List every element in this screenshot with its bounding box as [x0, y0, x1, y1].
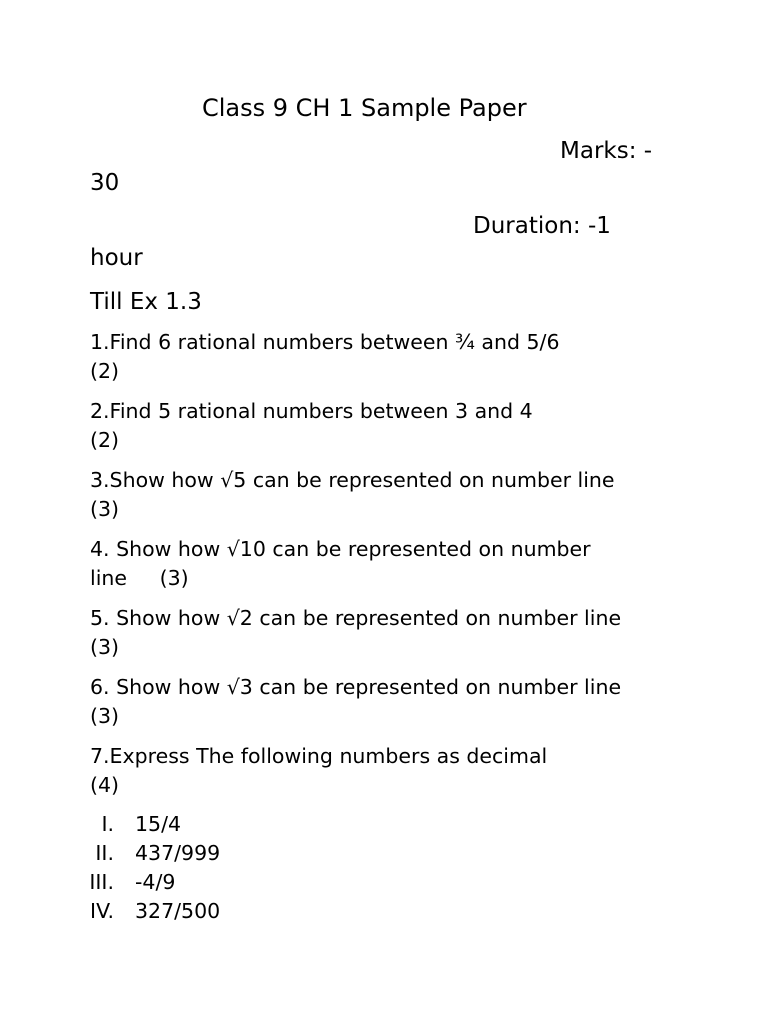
question-item: 5. Show how √2 can be represented on number line (3)	[90, 606, 622, 659]
sub-list-item	[82, 897, 221, 926]
decimal-sub-list	[82, 810, 221, 926]
question-list	[90, 328, 690, 811]
marks-label: Marks: -	[560, 138, 653, 164]
duration-label: Duration: -1	[473, 213, 611, 239]
roman-numeral: I.	[101, 812, 114, 836]
sub-list-item	[82, 868, 176, 897]
marks-line	[90, 135, 690, 199]
question-item: 1.Find 6 rational numbers between ¾ and 5/6 (2)	[90, 330, 560, 383]
sub-list-item	[82, 839, 221, 868]
fraction-value: 437/999	[135, 841, 221, 865]
duration-line	[90, 210, 690, 274]
marks-value: 30	[90, 170, 120, 196]
fraction-value: 327/500	[135, 899, 221, 923]
duration-unit: hour	[90, 245, 143, 271]
syllabus-scope: Till Ex 1.3	[90, 289, 202, 315]
question-item: 2.Find 5 rational numbers between 3 and 4 (2)	[90, 399, 533, 452]
roman-numeral: III.	[89, 870, 114, 894]
question-item: 3.Show how √5 can be represented on number line (3)	[90, 468, 615, 521]
page-title: Class 9 CH 1 Sample Paper	[202, 94, 527, 122]
fraction-value: 15/4	[135, 812, 182, 836]
sub-list-item	[82, 810, 182, 839]
fraction-value: -4/9	[135, 870, 176, 894]
question-item: 7.Express The following numbers as decimal (4)	[90, 744, 548, 797]
question-item: 6. Show how √3 can be represented on number line (3)	[90, 675, 622, 728]
question-item: 4. Show how √10 can be represented on number line (3)	[90, 537, 591, 590]
roman-numeral: IV.	[90, 899, 114, 923]
roman-numeral: II.	[95, 841, 114, 865]
